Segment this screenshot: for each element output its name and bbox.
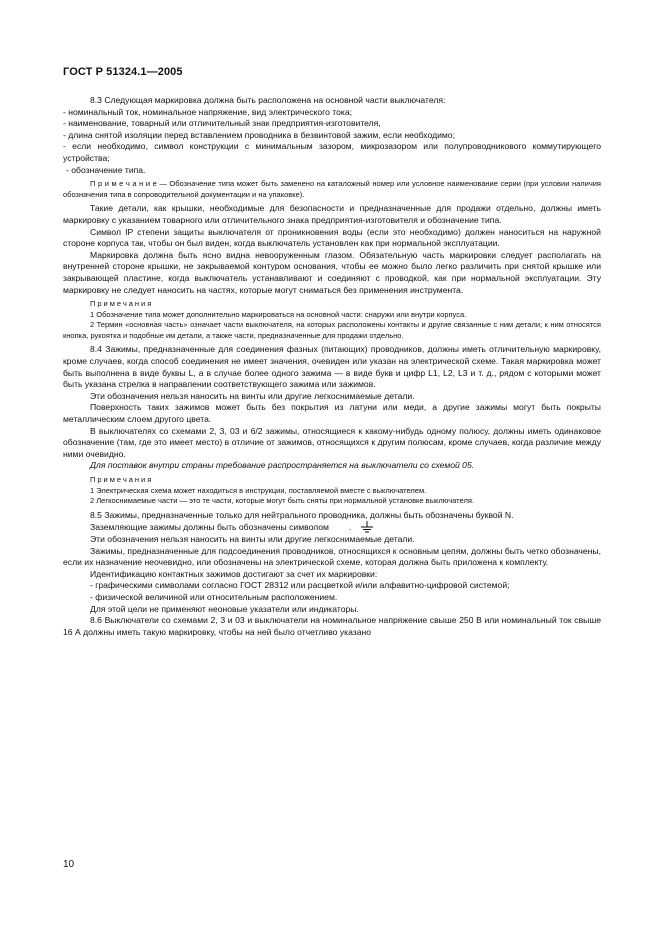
paragraph: Эти обозначения нельзя наносить на винты или другие легкоснимаемые детали. <box>90 533 415 544</box>
list-item: - если необходимо, символ конструкции с минимальным зазором, микрозазором или полупроводникового коммутирующего устройства; <box>63 141 601 163</box>
paragraph: В выключателях со схемами 2, 3, 03 и 6/2 зажимы, относящиеся к какому-нибудь одному полюсу, должны иметь одинаковое обозначение (там, где это имеет место) в отличие от зажимов, относящихся к другим полюсам, кроме случаев, когда различие между ними очевидно. <box>63 425 601 459</box>
italic-national-note: Для поставок внутри страны требование распространяется на выключатели со схемой 05. <box>90 460 475 471</box>
protective-earth-icon <box>333 521 347 533</box>
ground-suffix: . <box>348 522 352 533</box>
paragraph: Зажимы, предназначенные для подсоединения проводников, относящихся к основным цепям, должны быть четко обозначены, если их назначение неочевидно, или обозначены на электрической схеме, которая должна быть приложена к комплекту. <box>63 545 601 568</box>
paragraph: Такие детали, как крышки, необходимые для безопасности и предназначенные для продажи отдельно, должны иметь маркировку с указанием товарного или отличительного знака предприятия-изготовителя и обозначение типа. <box>63 203 601 225</box>
note-type-designation: П р и м е ч а н и е — Обозначение типа может быть заменено на каталожный номер или условное наименование серии (при условии наличия обозначения типа в сопроводительной документации и на упаковке). <box>63 179 601 199</box>
ground-paragraph <box>63 521 601 534</box>
clause-8-3-intro: 8.3 Следующая маркировка должна быть расположена на основной части выключателя: <box>90 95 446 105</box>
paragraph: Маркировка должна быть ясно видна невооруженным глазом. Обязательную часть маркировки следует располагать на внутренней стороне крышки, не закрываемой контуром основания, чтобы ее можно было легко различить при снятой крышке или закрывающей пластине, когда выключатель устанавливают и соединяют с проводкой, как при нормальной эксплуатации. Эту маркировку не следует наносить на частях, которые могут сниматься без применения инструмента. <box>63 249 601 295</box>
paragraph: Поверхность таких зажимов может быть без покрытия из латуни или меди, а другие зажимы могут быть покрыты металлическим слоем другого цвета. <box>63 402 601 425</box>
page-number: 10 <box>63 859 75 870</box>
paragraph: Символ IP степени защиты выключателя от проникновения воды (если это необходимо) должен наноситься на наружной стороне корпуса так, чтобы он был виден, когда выключатель установлен как при нормальной эксплуатации. <box>63 226 601 249</box>
list-item: - номинальный ток, номинальное напряжение, вид электрического тока; <box>63 106 353 117</box>
paragraph: Для этой цели не применяют неоновые указатели или индикаторы. <box>90 603 359 614</box>
clause-8-4-intro: 8.4 Зажимы, предназначенные для соединения фазных (питающих) проводников, должны иметь отличительную маркировку, кроме случаев, когда способ соединения не имеет значения, очевиден или указан на электрической схеме. Такая маркировка может быть выполнена в виде буквы L, а в случае более одного зажима — в виде букв и цифр L1, L2, L3 и т. д., рядом с которыми может быть указана стрелка в направлении соответствующего зажима или зажимов. <box>63 344 601 390</box>
clause-8-5-intro: 8.5 Зажимы, предназначенные только для нейтрального проводника, должны быть обозначены буквой N. <box>90 509 514 520</box>
document-header: ГОСТ Р 51324.1—2005 <box>63 66 183 78</box>
notes-heading: Примечания <box>90 299 154 309</box>
note-item: 2 Легкоснимаемые части — это те части, которые могут быть сняты при нормальной установке выключателя. <box>90 496 474 506</box>
list-item: - длина снятой изоляции перед вставлением проводника в безвинтовой зажим, если необходимо; <box>63 129 455 140</box>
list-item: - наименование, товарный или отличительный знак предприятия-изготовителя, <box>63 118 381 129</box>
ground-text: Заземляющие зажимы должны быть обозначены символом <box>90 522 329 533</box>
paragraph: Эти обозначения нельзя наносить на винты или другие легкоснимаемые детали. <box>90 390 415 401</box>
note-item: 2 Термин «основная часть» означает части выключателя, на которых расположены контакты и другие связанные с ним детали; к ним относятся кнопка, рукоятка и подобные им детали, а также части, предназначенные для продажи отдельно. <box>63 320 601 340</box>
page-body <box>63 95 601 638</box>
list-item: - графическими символами согласно ГОСТ 28312 или расцветкой и/или алфавитно-цифровой системой; <box>90 580 510 591</box>
clause-8-6-intro: 8.6 Выключатели со схемами 2, 3 и 03 и выключатели на номинальное напряжение свыше 250 В или номинальный ток свыше 16 А должны иметь такую маркировку, чтобы на ней было отчетливо указано <box>63 615 601 637</box>
list-item: - обозначение типа. <box>66 164 146 175</box>
note-item: 1 Обозначение типа может дополнительно маркироваться на основной части: снаружи или внутри корпуса. <box>90 309 467 319</box>
note-item: 1 Электрическая схема может находиться в инструкции, поставляемой вместе с выключателем. <box>90 485 427 495</box>
list-item: - физической величиной или относительным расположением. <box>90 591 338 602</box>
notes-heading: Примечания <box>90 475 154 484</box>
paragraph: Идентификацию контактных зажимов достигают за счет их маркировки: <box>90 568 378 579</box>
